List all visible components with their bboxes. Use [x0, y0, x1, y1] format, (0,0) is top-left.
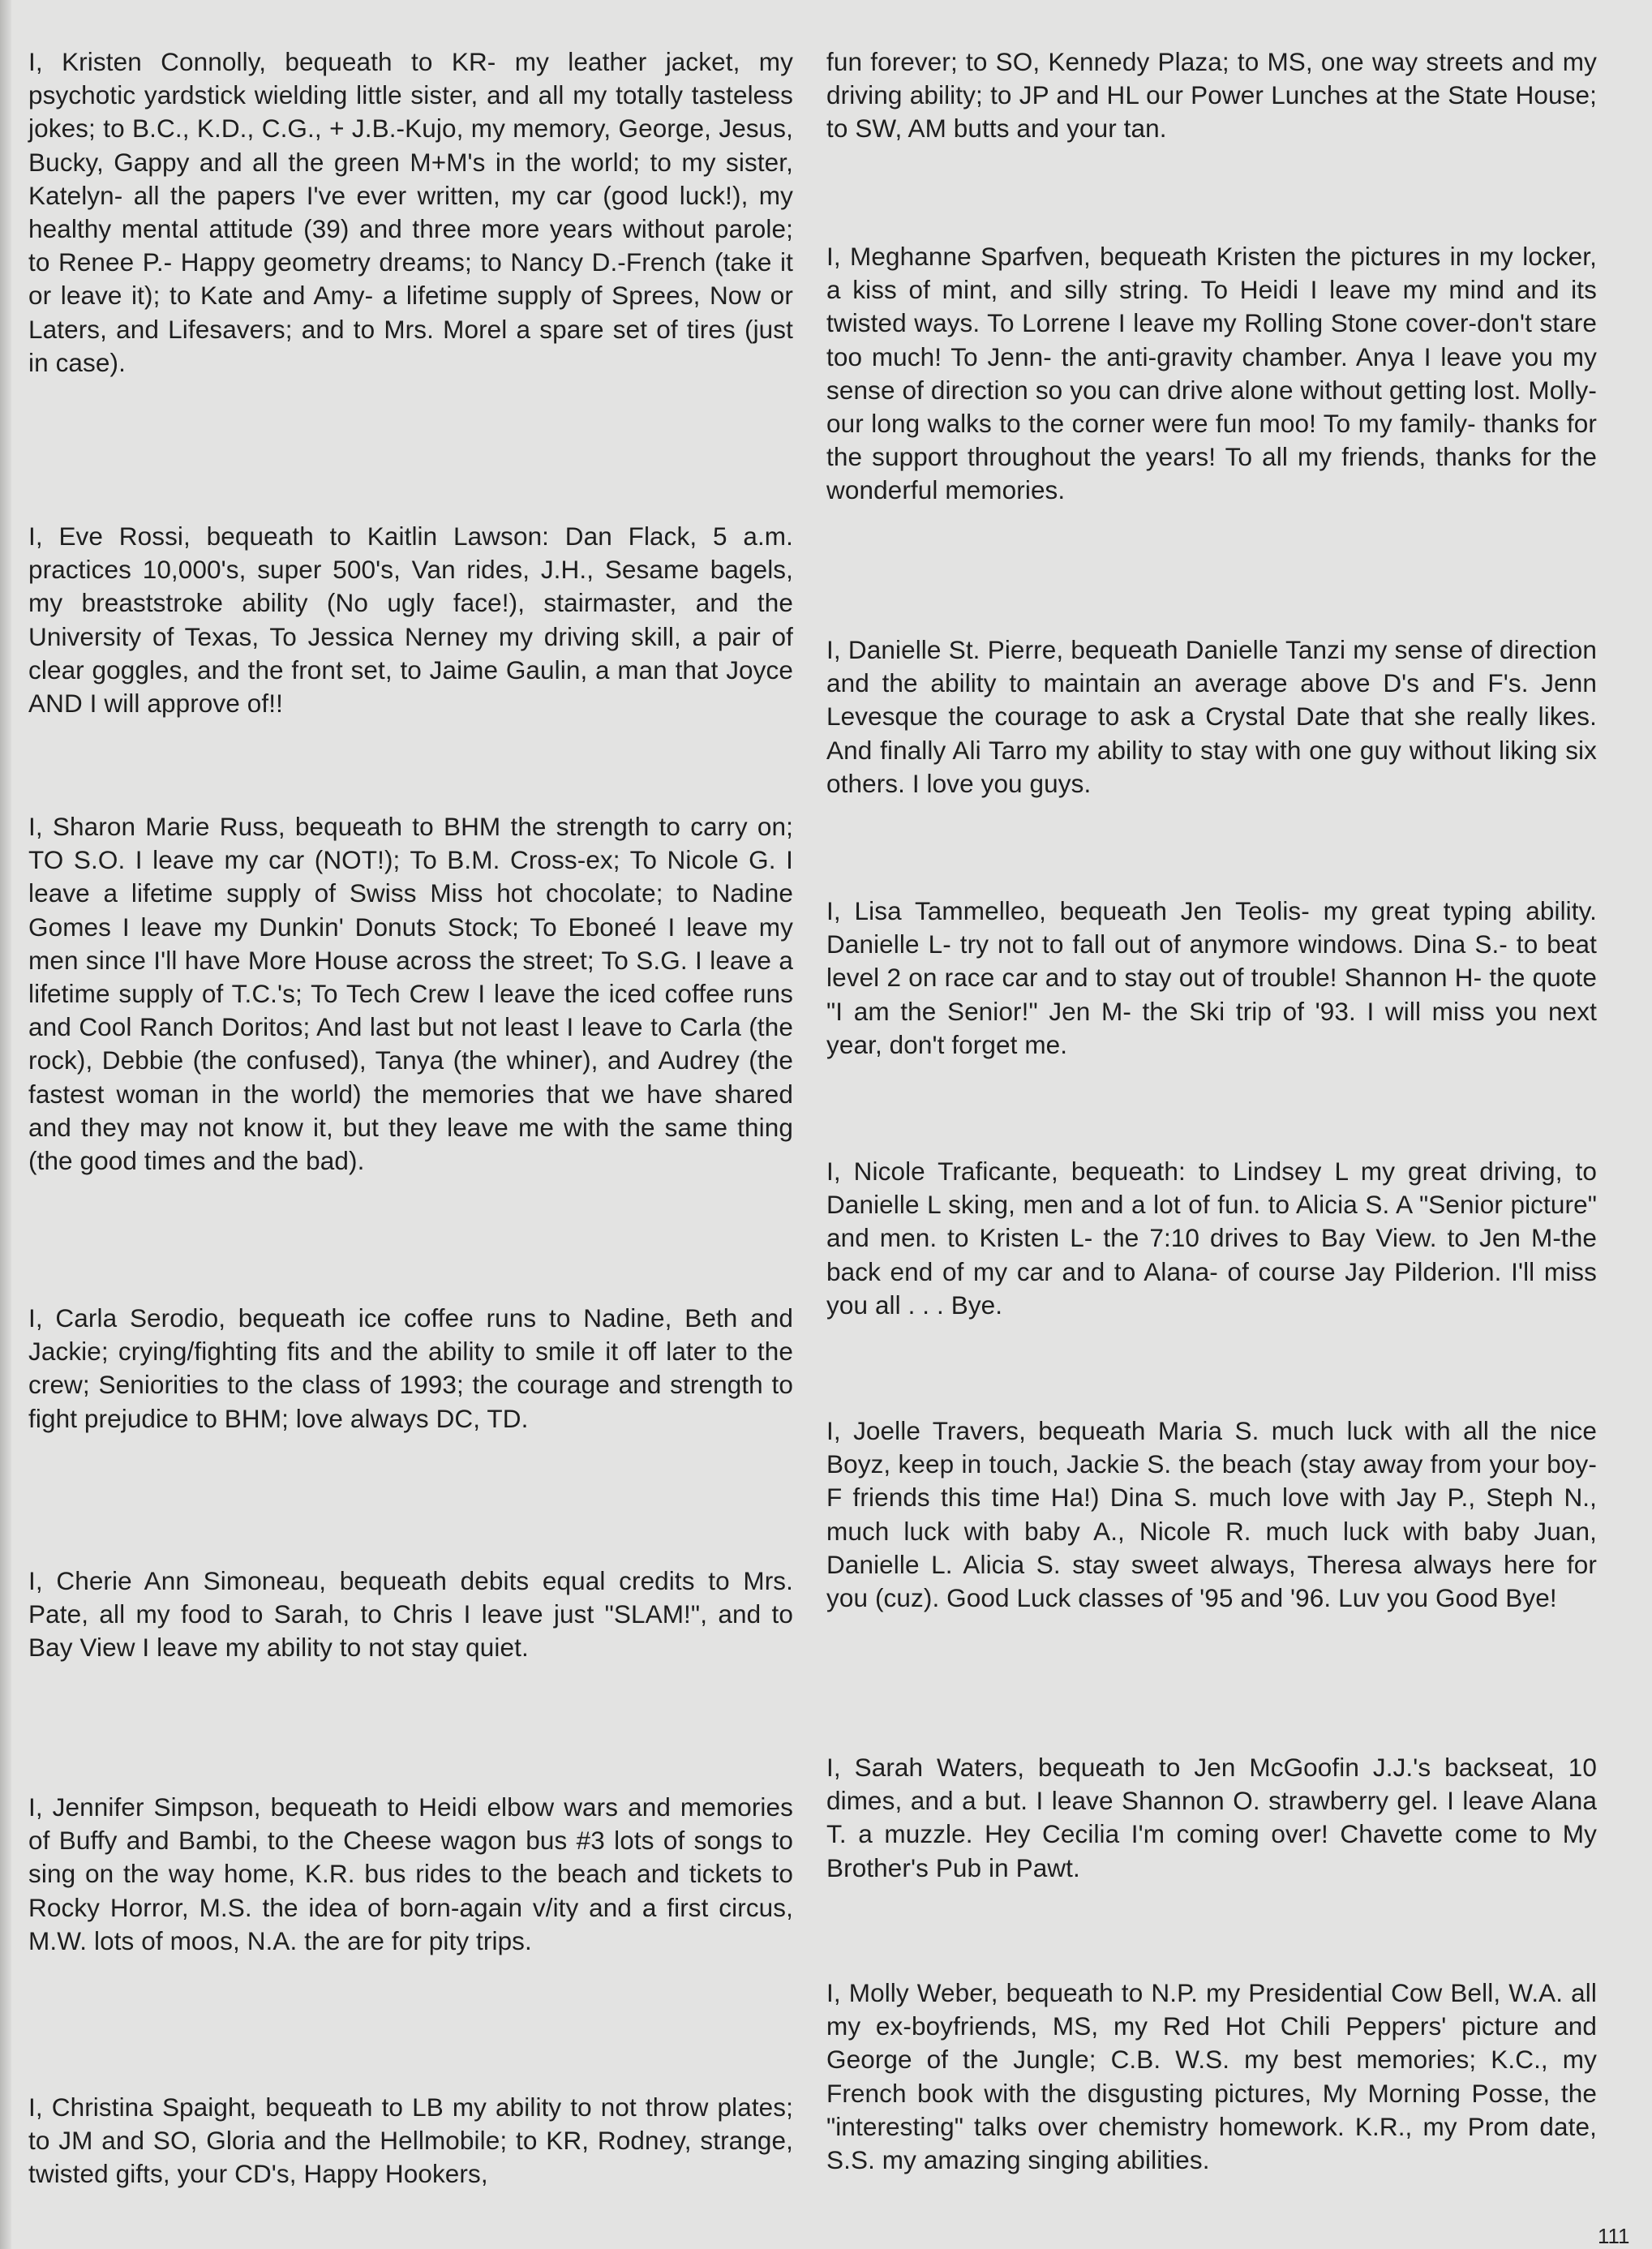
will-entry-eve-rossi: I, Eve Rossi, bequeath to Kaitlin Lawson: Dan Flack, 5 a.m. practices 10,000's, super 500's, Van rides, J.H., Sesame bagels, my breaststroke ability (No ugly face!), stairmaster, and the University of Texas, To Jessica Nerney my driving skill, a pair of clear goggles, and the front set, to Jaime Gaulin, a man that Joyce AND I will approve of!!: [28, 521, 793, 719]
will-entry-kristen-connolly: I, Kristen Connolly, bequeath to KR- my leather jacket, my psychotic yardstick wielding little sister, and all my totally tasteless jokes; to B.C., K.D., C.G., + J.B.-Kujo, my memory, George, Jesus, Bucky, Gappy and all the green M+M's in the world; to my sister, Katelyn- all the papers I've ever written, my car (good luck!), my healthy mental attitude (39) and three more years without parole; to Renee P.- Happy geometry dreams; to Nancy D.-French (take it or leave it); to Kate and Amy- a lifetime supply of Sprees, Now or Laters, and Lifesavers; and to Mrs. Morel a spare set of tires (just in case).: [28, 47, 793, 377]
will-entry-joelle-travers: I, Joelle Travers, bequeath Maria S. much luck with all the nice Boyz, keep in touch, Jackie S. the beach (stay away from your boy-F friends this time Ha!) Dina S. much love with Jay P., Steph N., much luck with baby A., Nicole R. much luck with baby Juan, Danielle L. Alicia S. stay sweet always, Theresa always here for you (cuz). Good Luck classes of '95 and '96. Luv you Good Bye!: [826, 1416, 1597, 1613]
will-entry-sharon-marie-russ: I, Sharon Marie Russ, bequeath to BHM the strength to carry on; TO S.O. I leave my car (NOT!); To B.M. Cross-ex; To Nicole G. I leave a lifetime supply of Swiss Miss hot chocolate; to Nadine Gomes I leave my Dunkin' Donuts Stock; To Eboneé I leave my men since I'll have More House across the street; To S.G. I leave a lifetime supply of T.C.'s; To Tech Crew I leave the iced coffee runs and Cool Ranch Doritos; And last but not least I leave to Carla (the rock), Debbie (the confused), Tanya (the whiner), and Audrey (the fastest woman in the world) the memories that we have shared and they may not know it, but they leave me with the same thing (the good times and the bad).: [28, 812, 793, 1176]
will-entry-christina-spaight: I, Christina Spaight, bequeath to LB my ability to not throw plates; to JM and SO, Gloria and the Hellmobile; to KR, Rodney, strange, twisted gifts, your CD's, Happy Hookers,: [28, 2092, 793, 2189]
will-entry-sarah-waters: I, Sarah Waters, bequeath to Jen McGoofin J.J.'s backseat, 10 dimes, and a but. I leave Shannon O. strawberry gel. I leave Alana T. a muzzle. Hey Cecilia I'm coming over! Chavette come to My Brother's Pub in Pawt.: [826, 1753, 1597, 1882]
page-number: 111: [1598, 2224, 1630, 2248]
will-entry-nicole-traficante: I, Nicole Traficante, bequeath: to Lindsey L my great driving, to Danielle L sking, men and a lot of fun. to Alicia S. A "Senior picture" and men. to Kristen L- the 7:10 drives to Bay View. to Jen M-the back end of my car and to Alana- of course Jay Pilderion. I'll miss you all . . . Bye.: [826, 1157, 1597, 1320]
will-entry-danielle-st-pierre: I, Danielle St. Pierre, bequeath Danielle Tanzi my sense of direction and the ability to maintain an average above D's and F's. Jenn Levesque the courage to ask a Crystal Date that she really likes. And finally Ali Tarro my ability to stay with one guy without liking six others. I love you guys.: [826, 635, 1597, 798]
will-entry-lisa-tammelleo: I, Lisa Tammelleo, bequeath Jen Teolis- my great typing ability. Danielle L- try not to fall out of anymore windows. Dina S.- to beat level 2 on race car and to stay out of trouble! Shannon H- the quote "I am the Senior!" Jen M- the Ski trip of '93. I will miss you next year, don't forget me.: [826, 896, 1597, 1059]
right-column: [826, 45, 1597, 2219]
page-binding-edge: [0, 0, 11, 2249]
will-entry-molly-weber: I, Molly Weber, bequeath to N.P. my Presidential Cow Bell, W.A. all my ex-boyfriends, MS, my Red Hot Chili Peppers' picture and George of the Jungle; C.B. W.S. my best memories; K.C., my French book with the disgusting pictures, My Morning Posse, the "interesting" talks over chemistry homework. K.R., my Prom date, S.S. my amazing singing abilities.: [826, 1978, 1597, 2175]
will-entry-meghanne-sparfven: I, Meghanne Sparfven, bequeath Kristen the pictures in my locker, a kiss of mint, and silly string. To Heidi I leave my mind and its twisted ways. To Lorrene I leave my Rolling Stone cover-don't stare too much! To Jenn- the anti-gravity chamber. Anya I leave you my sense of direction so you can drive alone without getting lost. Molly- our long walks to the corner were fun moo! To my family- thanks for the support throughout the years! To all my friends, thanks for the wonderful memories.: [826, 242, 1597, 505]
will-entry-carla-serodio: I, Carla Serodio, bequeath ice coffee runs to Nadine, Beth and Jackie; crying/fighting fits and the ability to smile it off later to the crew; Seniorities to the class of 1993; the courage and strength to fight prejudice to BHM; love always DC, TD.: [28, 1303, 793, 1433]
will-entry-cherie-ann-simoneau: I, Cherie Ann Simoneau, bequeath debits equal credits to Mrs. Pate, all my food to Sarah, to Chris I leave just "SLAM!", and to Bay View I leave my ability to not stay quiet.: [28, 1566, 793, 1663]
will-entry-jennifer-simpson: I, Jennifer Simpson, bequeath to Heidi elbow wars and memories of Buffy and Bambi, to the Cheese wagon bus #3 lots of songs to sing on the way home, K.R. bus rides to the beach and tickets to Rocky Horror, M.S. the idea of born-again v/ity and a first circus, M.W. lots of moos, N.A. the are for pity trips.: [28, 1792, 793, 1955]
will-entry-continued: fun forever; to SO, Kennedy Plaza; to MS, one way streets and my driving ability; to JP and HL our Power Lunches at the State House; to SW, AM butts and your tan.: [826, 47, 1597, 144]
left-column: [28, 45, 793, 2219]
